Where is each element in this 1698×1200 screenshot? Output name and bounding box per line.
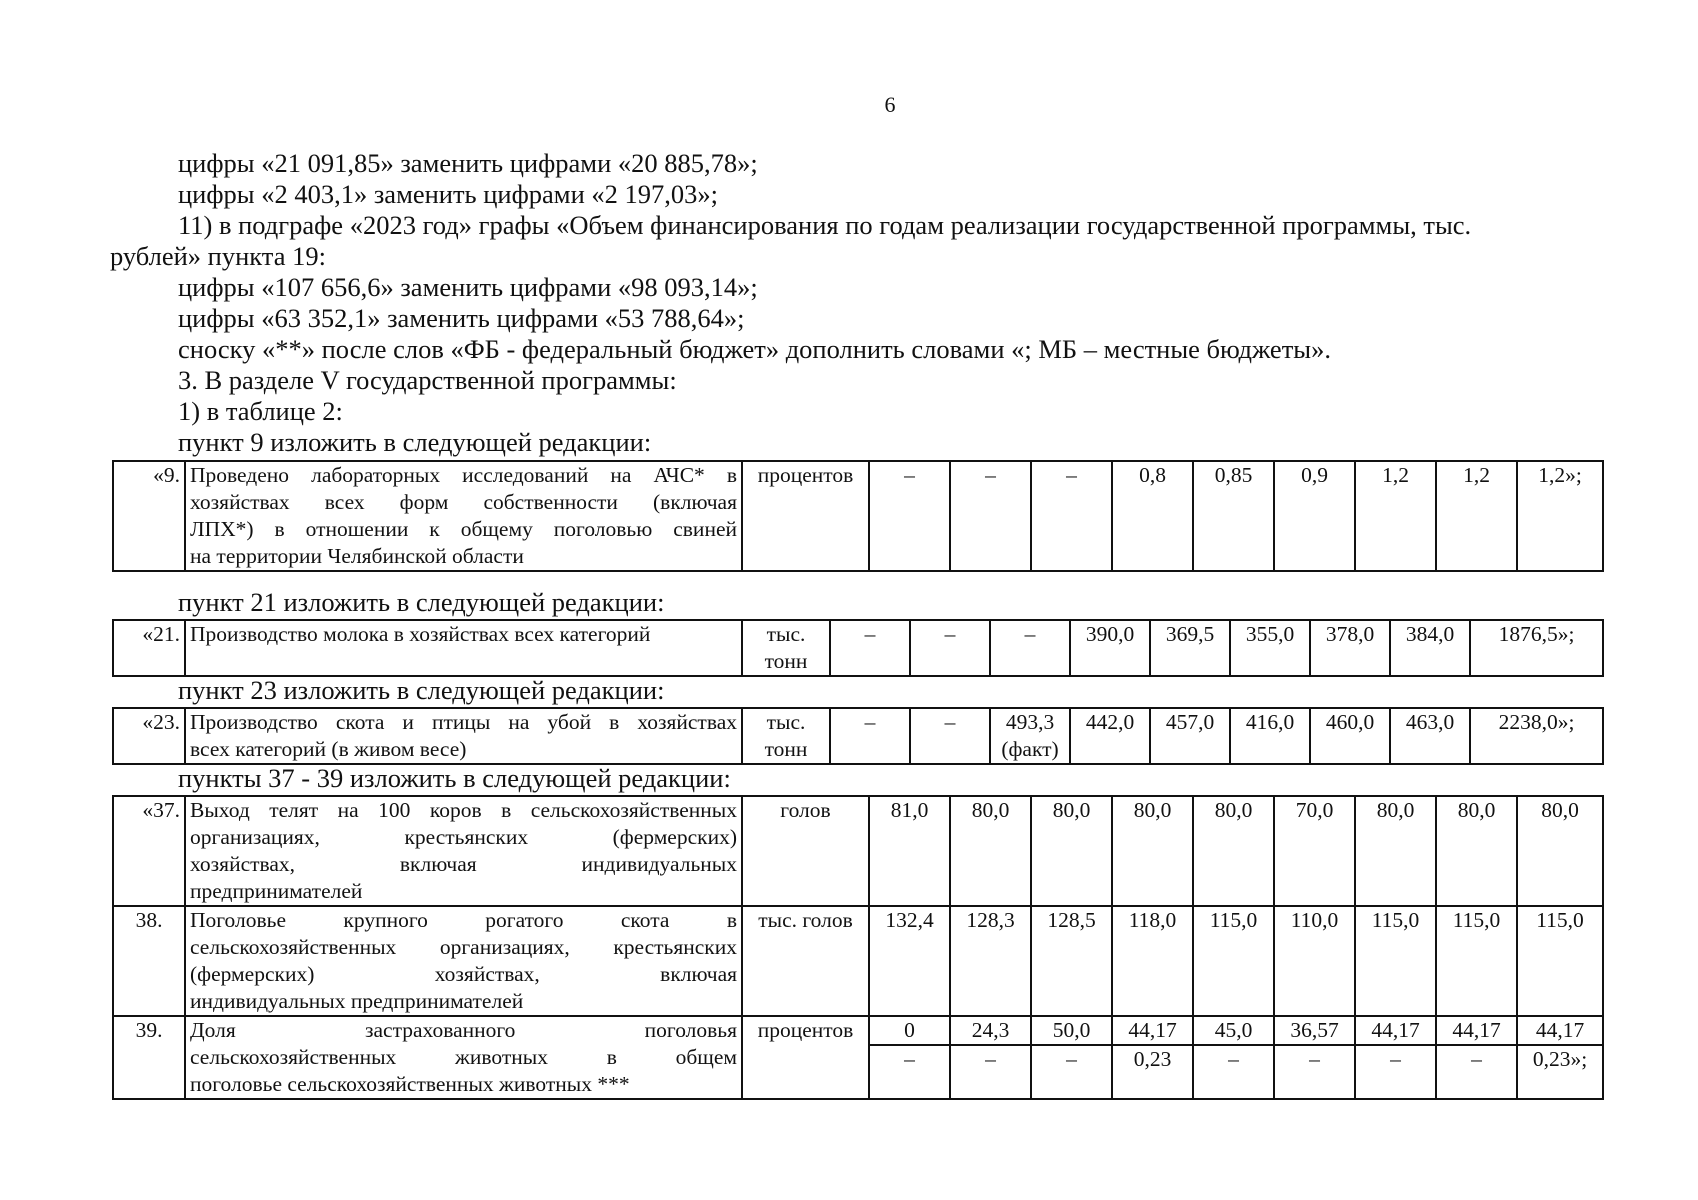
paragraph-2: цифры «2 403,1» заменить цифрами «2 197,03»;: [178, 179, 718, 209]
value-cell: 0,8: [1112, 461, 1193, 571]
value-cell: 80,0: [1031, 796, 1112, 906]
caption-item-9: пункт 9 изложить в следующей редакции:: [178, 427, 652, 457]
value-cell: 81,0: [869, 796, 950, 906]
table-row: [113, 906, 1603, 1016]
paragraph-7: 3. В разделе V государственной программы:: [178, 365, 677, 395]
value-cell: 0,85: [1193, 461, 1274, 571]
value-cell: –: [1031, 461, 1112, 571]
table-items-37-39: [112, 795, 1604, 1100]
paragraph-3-continued: рублей» пункта 19:: [110, 241, 326, 271]
value-cell: 132,4: [869, 906, 950, 1016]
item-description: Выход телят на 100 коров в сельскохозяйственных организациях, крестьянских (фермерских) хозяйствах, включая индивидуальных предпринимателей: [185, 796, 742, 906]
value-cell: 355,0: [1230, 620, 1310, 676]
value-cell: 80,0: [1355, 796, 1436, 906]
value-cell: 50,0: [1031, 1016, 1112, 1045]
value-cell: 80,0: [1517, 796, 1603, 906]
caption-item-23: пункт 23 изложить в следующей редакции:: [178, 675, 665, 705]
value-cell: –: [910, 620, 990, 676]
caption-items-37-39: пункты 37 - 39 изложить в следующей редакции:: [178, 763, 731, 793]
value-cell: 115,0: [1517, 906, 1603, 1016]
item-number: 39.: [113, 1016, 185, 1099]
paragraph-1: цифры «21 091,85» заменить цифрами «20 885,78»;: [178, 148, 758, 178]
item-number: «37.: [113, 796, 185, 906]
value-cell: 493,3 (факт): [990, 708, 1070, 764]
value-cell: –: [869, 461, 950, 571]
table-item-23: [112, 707, 1604, 765]
value-cell: 128,3: [950, 906, 1031, 1016]
value-cell: 460,0: [1310, 708, 1390, 764]
item-number: «23.: [113, 708, 185, 764]
value-cell: 44,17: [1355, 1016, 1436, 1045]
item-description: Проведено лабораторных исследований на АЧС* в хозяйствах всех форм собственности (включая ЛПХ*) в отношении к общему поголовью свиней на территории Челябинской области: [185, 461, 742, 571]
item-number: 38.: [113, 906, 185, 1016]
value-cell: 110,0: [1274, 906, 1355, 1016]
value-cell: 115,0: [1193, 906, 1274, 1016]
paragraph-4: цифры «107 656,6» заменить цифрами «98 093,14»;: [178, 272, 758, 302]
table-row: [113, 708, 1603, 764]
value-cell: 36,57: [1274, 1016, 1355, 1045]
item-unit: тыс. тонн: [742, 620, 830, 676]
value-cell: 0,23»;: [1517, 1045, 1603, 1099]
value-cell: –: [1355, 1045, 1436, 1099]
value-cell: –: [990, 620, 1070, 676]
value-cell: 0,9: [1274, 461, 1355, 571]
value-cell: 1,2»;: [1517, 461, 1603, 571]
item-description: Производство молока в хозяйствах всех категорий: [185, 620, 742, 676]
value-cell: 1,2: [1355, 461, 1436, 571]
value-cell: 80,0: [1193, 796, 1274, 906]
value-cell: 369,5: [1150, 620, 1230, 676]
value-cell: –: [950, 1045, 1031, 1099]
value-cell: –: [1274, 1045, 1355, 1099]
value-cell: 115,0: [1355, 906, 1436, 1016]
caption-item-21: пункт 21 изложить в следующей редакции:: [178, 587, 665, 617]
item-number: «9.: [113, 461, 185, 571]
item-unit: процентов: [742, 1016, 869, 1099]
value-cell: –: [830, 620, 910, 676]
value-cell: 457,0: [1150, 708, 1230, 764]
value-cell: 115,0: [1436, 906, 1517, 1016]
item-description: Производство скота и птицы на убой в хозяйствах всех категорий (в живом весе): [185, 708, 742, 764]
table-row: [113, 461, 1603, 571]
value-cell: 1,2: [1436, 461, 1517, 571]
value-cell: 1876,5»;: [1470, 620, 1603, 676]
value-cell: –: [1031, 1045, 1112, 1099]
value-cell: 80,0: [950, 796, 1031, 906]
value-cell: 70,0: [1274, 796, 1355, 906]
value-cell: 378,0: [1310, 620, 1390, 676]
value-cell: 384,0: [1390, 620, 1470, 676]
value-cell: 442,0: [1070, 708, 1150, 764]
paragraph-3: 11) в подграфе «2023 год» графы «Объем финансирования по годам реализации государственной программы, тыс.: [178, 210, 1472, 240]
value-cell: 44,17: [1112, 1016, 1193, 1045]
paragraph-6: сноску «**» после слов «ФБ - федеральный бюджет» дополнить словами «; МБ – местные бюджеты».: [178, 334, 1331, 364]
item-number: «21.: [113, 620, 185, 676]
value-cell: –: [1193, 1045, 1274, 1099]
value-cell: –: [869, 1045, 950, 1099]
item-description: Доля застрахованного поголовья сельскохозяйственных животных в общем поголовье сельскохозяйственных животных ***: [185, 1016, 742, 1099]
item-description: Поголовье крупного рогатого скота в сельскохозяйственных организациях, крестьянских (фермерских) хозяйствах, включая индивидуальных предпринимателей: [185, 906, 742, 1016]
value-cell: 390,0: [1070, 620, 1150, 676]
value-cell: 416,0: [1230, 708, 1310, 764]
value-cell: 45,0: [1193, 1016, 1274, 1045]
table-row: [113, 1016, 1603, 1045]
value-cell: 44,17: [1517, 1016, 1603, 1045]
value-cell: 80,0: [1112, 796, 1193, 906]
item-unit: тыс. тонн: [742, 708, 830, 764]
table-row: [113, 620, 1603, 676]
value-cell: 24,3: [950, 1016, 1031, 1045]
value-cell: –: [950, 461, 1031, 571]
table-item-21: [112, 619, 1604, 677]
value-cell: 118,0: [1112, 906, 1193, 1016]
value-cell: –: [910, 708, 990, 764]
value-cell: 128,5: [1031, 906, 1112, 1016]
paragraph-8: 1) в таблице 2:: [178, 396, 343, 426]
value-cell: –: [1436, 1045, 1517, 1099]
table-row: [113, 796, 1603, 906]
page-number: 6: [884, 92, 896, 117]
value-cell: 463,0: [1390, 708, 1470, 764]
value-cell: 44,17: [1436, 1016, 1517, 1045]
item-unit: процентов: [742, 461, 869, 571]
paragraph-5: цифры «63 352,1» заменить цифрами «53 788,64»;: [178, 303, 745, 333]
item-unit: голов: [742, 796, 869, 906]
value-cell: 80,0: [1436, 796, 1517, 906]
table-item-9: [112, 460, 1604, 572]
item-unit: тыс. голов: [742, 906, 869, 1016]
value-cell: –: [830, 708, 910, 764]
value-cell: 0,23: [1112, 1045, 1193, 1099]
value-cell: 0: [869, 1016, 950, 1045]
value-cell: 2238,0»;: [1470, 708, 1603, 764]
